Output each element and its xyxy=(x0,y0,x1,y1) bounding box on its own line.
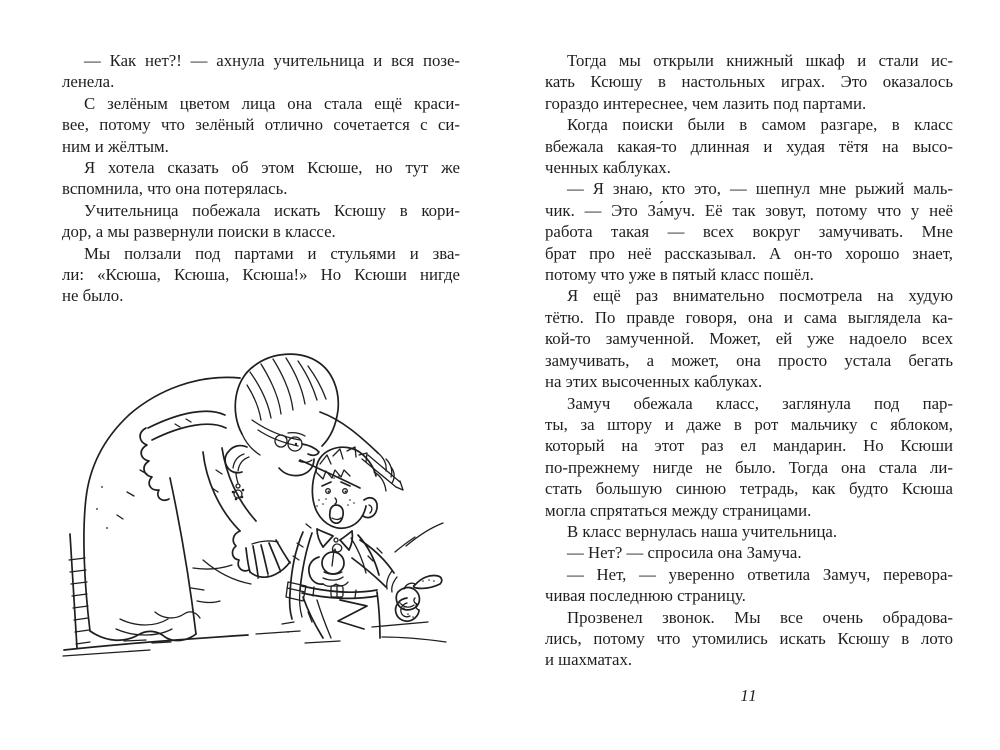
text-line: ли: «Ксюша, Ксюша, Ксюша!» Но Ксюши нигде xyxy=(62,265,460,285)
text-line: и шахматах. xyxy=(545,650,633,670)
text-line: по-прежнему нигде не было. Тогда она стала ли- xyxy=(545,457,953,477)
line-art-drawing xyxy=(60,330,460,690)
text-line: Мы ползали под партами и стульями и зва- xyxy=(84,243,460,263)
text-line: ченных каблуках. xyxy=(545,158,671,178)
text-line: потому что уже в пятый класс пошёл. xyxy=(545,265,814,285)
page-number: 11 xyxy=(740,686,758,705)
text-line: Прозвенел звонок. Мы все очень обрадова- xyxy=(567,607,953,627)
text-line: который на этот раз ел мандарин. Но Ксюши xyxy=(545,436,953,456)
text-line: чик. — Это За́муч. Её так зовут, потому что у неё xyxy=(545,200,953,220)
text-line: кой-то замученной. Может, ей уже надоело всех xyxy=(545,329,953,349)
text-line: замучивать, а может, она просто устала бегать xyxy=(545,350,953,370)
text-line: дор, а мы развернули поиски в классе. xyxy=(62,222,336,242)
text-line: ним и жёлтым. xyxy=(62,136,169,156)
text-line: ты, за штору и даже в рот мальчику с яблоком, xyxy=(545,414,953,434)
left-page-text xyxy=(62,50,460,307)
text-line: брат про неё рассказывал. А он-то хорошо знает, xyxy=(545,243,953,263)
text-line: — Нет? — спросила она Замуча. xyxy=(567,543,802,563)
text-line: Я ещё раз внимательно посмотрела на худую xyxy=(567,286,953,306)
text-line: работа такая — всех вокруг замучивать. Мне xyxy=(545,222,953,242)
text-line: лись, потому что утомились искать Ксюшу в лото xyxy=(545,628,953,648)
text-line: вспомнила, что она потерялась. xyxy=(62,179,288,199)
text-line: В класс вернулась наша учительница. xyxy=(567,521,838,541)
text-line: Когда поиски были в самом разгаре, в класс xyxy=(567,115,953,135)
text-line: — Как нет?! — ахнула учительница и вся позе- xyxy=(84,51,460,70)
text-line: Замуч обежала класс, заглянула под пар- xyxy=(567,393,953,413)
right-page-text xyxy=(545,50,953,671)
illustration-teacher-and-boy xyxy=(60,330,460,690)
text-line: гораздо интереснее, чем лазить под партами. xyxy=(545,93,867,113)
text-line: — Я знаю, кто это, — шепнул мне рыжий маль- xyxy=(567,179,953,199)
text-line: Я хотела сказать об этом Ксюше, но тут же xyxy=(84,158,460,178)
text-line: на этих высоченных каблуках. xyxy=(545,372,763,392)
text-line: ленела. xyxy=(62,72,115,92)
text-line: чивая последнюю страницу. xyxy=(545,586,746,606)
teacher-figure xyxy=(84,354,403,643)
text-line: могла спрятаться между страницами. xyxy=(545,500,812,520)
text-line: — Нет, — уверенно ответила Замуч, перевора- xyxy=(567,564,953,584)
text-line: не было. xyxy=(62,286,124,306)
text-line: вее, потому что зелёный отлично сочетается с си- xyxy=(62,115,460,135)
text-line: стать большую синюю тетрадь, как будто Ксюша xyxy=(545,479,953,499)
text-line: тётю. По правде говоря, она и сама выглядела ка- xyxy=(545,307,953,327)
text-line: Тогда мы открыли книжный шкаф и стали ис- xyxy=(567,51,953,70)
boy-figure xyxy=(286,447,443,638)
text-line: кать Ксюшу в настольных играх. Это оказалось xyxy=(545,72,953,92)
text-line: Учительница побежала искать Ксюшу в кори- xyxy=(84,200,460,220)
text-line: вбежала какая-то длинная и худая тётя на высо- xyxy=(545,136,953,156)
text-line: С зелёным цветом лица она стала ещё краси- xyxy=(84,93,460,113)
